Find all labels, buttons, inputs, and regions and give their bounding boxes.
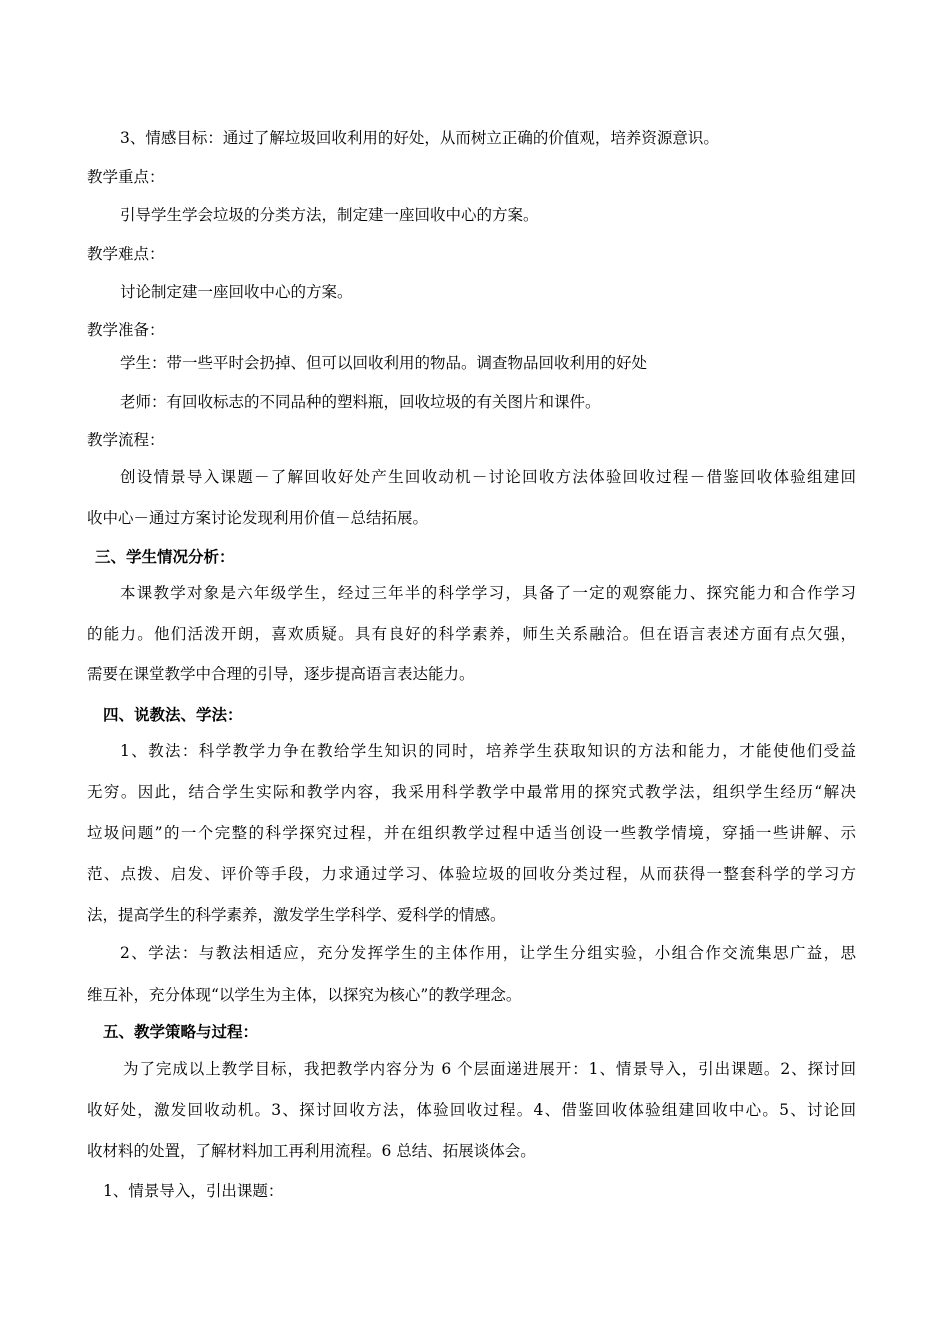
paragraph-line: 学生：带一些平时会扔掉、但可以回收利用的物品。调查物品回收利用的好处 [120, 354, 648, 372]
paragraph-line: 老师：有回收标志的不同品种的塑料瓶，回收垃圾的有关图片和课件。 [120, 393, 601, 411]
paragraph-line: 垃圾问题”的一个完整的科学探究过程，并在组织教学过程中适当创设一些教学情境，穿插一些讲解、示 [87, 824, 856, 842]
paragraph-line: 3、情感目标：通过了解垃圾回收利用的好处，从而树立正确的价值观，培养资源意识。 [120, 129, 719, 147]
section-label: 教学准备： [87, 321, 165, 339]
paragraph-line: 收材料的处置，了解材料加工再利用流程。6 总结、拓展谈体会。 [87, 1142, 536, 1160]
section-label: 教学难点： [87, 245, 165, 263]
section-heading: 五、教学策略与过程： [103, 1022, 259, 1041]
paragraph-line: 1、教法：科学教学力争在教给学生知识的同时，培养学生获取知识的方法和能力，才能使他们受益 [120, 742, 856, 760]
section-label: 教学流程： [87, 431, 165, 449]
paragraph-line: 无穷。因此，结合学生实际和教学内容，我采用科学教学中最常用的探究式教学法，组织学生经历“解决 [87, 783, 856, 801]
section-heading: 三、学生情况分析： [95, 547, 235, 566]
paragraph-line: 为了完成以上教学目标，我把教学内容分为 6 个层面递进展开：1、情景导入，引出课题。2、探讨回 [123, 1060, 856, 1078]
paragraph-line: 范、点拨、启发、评价等手段，力求通过学习、体验垃圾的回收分类过程，从而获得一整套科学的学习方 [87, 865, 856, 883]
paragraph-line: 收好处，激发回收动机。3、探讨回收方法，体验回收过程。4、借鉴回收体验组建回收中心。5、讨论回 [87, 1101, 856, 1119]
paragraph-line: 的能力。他们活泼开朗，喜欢质疑。具有良好的科学素养，师生关系融洽。但在语言表述方面有点欠强， [87, 625, 856, 643]
paragraph-line: 2、学法：与教法相适应，充分发挥学生的主体作用，让学生分组实验，小组合作交流集思广益，思 [120, 944, 856, 962]
section-label: 教学重点： [87, 168, 165, 186]
paragraph-line: 需要在课堂教学中合理的引导，逐步提高语言表达能力。 [87, 665, 475, 683]
paragraph-line: 收中心－通过方案讨论发现利用价值－总结拓展。 [87, 509, 429, 527]
paragraph-line: 本课教学对象是六年级学生，经过三年半的科学学习，具备了一定的观察能力、探究能力和合作学习 [120, 584, 856, 602]
paragraph-line: 法，提高学生的科学素养，激发学生学科学、爱科学的情感。 [87, 906, 506, 924]
subsection-heading: 1、情景导入，引出课题： [103, 1182, 284, 1200]
paragraph-line: 引导学生学会垃圾的分类方法，制定建一座回收中心的方案。 [120, 206, 539, 224]
section-heading: 四、说教法、学法： [103, 705, 243, 724]
paragraph-line: 维互补，充分体现“以学生为主体，以探究为核心”的教学理念。 [87, 986, 522, 1004]
paragraph-line: 讨论制定建一座回收中心的方案。 [120, 283, 353, 301]
paragraph-line: 创设情景导入课题－了解回收好处产生回收动机－讨论回收方法体验回收过程－借鉴回收体验组建回 [120, 468, 856, 486]
